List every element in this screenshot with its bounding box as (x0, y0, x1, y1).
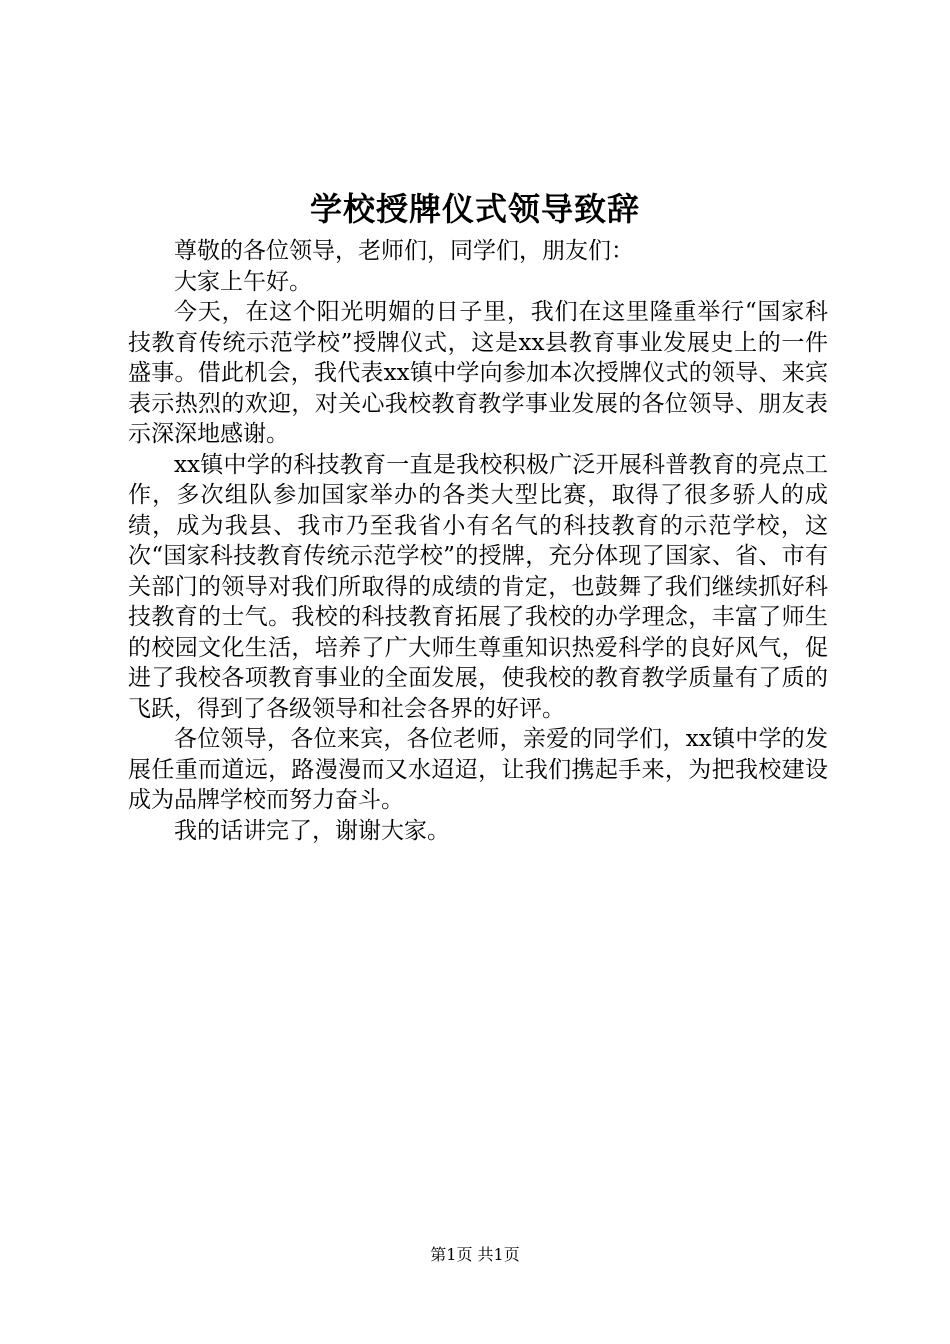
closing-paragraph: 我的话讲完了，谢谢大家。 (174, 817, 450, 844)
body-paragraph-1: 今天，在这个阳光明媚的日子里，我们在这里隆重举行“国家科技教育传统示范学校”授牌仪式，这是xx县教育事业发展史上的一件盛事。借此机会，我代表xx镇中学向参加本次授牌仪式的领导、来宾表示热烈的欢迎，对关心我校教育教学事业发展的各位领导、朋友表示深深地感谢。 (128, 299, 828, 447)
salutation-paragraph: 尊敬的各位领导，老师们，同学们，朋友们： (174, 238, 634, 264)
page-footer: 第1页 共1页 (430, 1245, 520, 1264)
body-paragraph-2: xx镇中学的科技教育一直是我校积极广泛开展科普教育的亮点工作，多次组队参加国家举办的各类大型比赛，取得了很多骄人的成绩，成为我县、我市乃至我省小有名气的科技教育的示范学校，这次“国家科技教育传统示范学校”的授牌，充分体现了国家、省、市有关部门的领导对我们所取得的成绩的肯定，也鼓舞了我们继续抓好科技教育的士气。我校的科技教育拓展了我校的办学理念，丰富了师生的校园文化生活，培养了广大师生尊重知识热爱科学的良好风气，促进了我校各项教育事业的全面发展，使我校的教育教学质量有了质的飞跃，得到了各级领导和社会各界的好评。 (128, 451, 828, 722)
body-paragraph-3: 各位领导，各位来宾，各位老师，亲爱的同学们，xx镇中学的发展任重而道远，路漫漫而又水迢迢，让我们携起手来，为把我校建设成为品牌学校而努力奋斗。 (128, 726, 828, 813)
document-title: 学校授牌仪式领导致辞 (309, 190, 640, 228)
greeting-paragraph: 大家上午好。 (174, 268, 312, 295)
document-body (128, 236, 828, 846)
